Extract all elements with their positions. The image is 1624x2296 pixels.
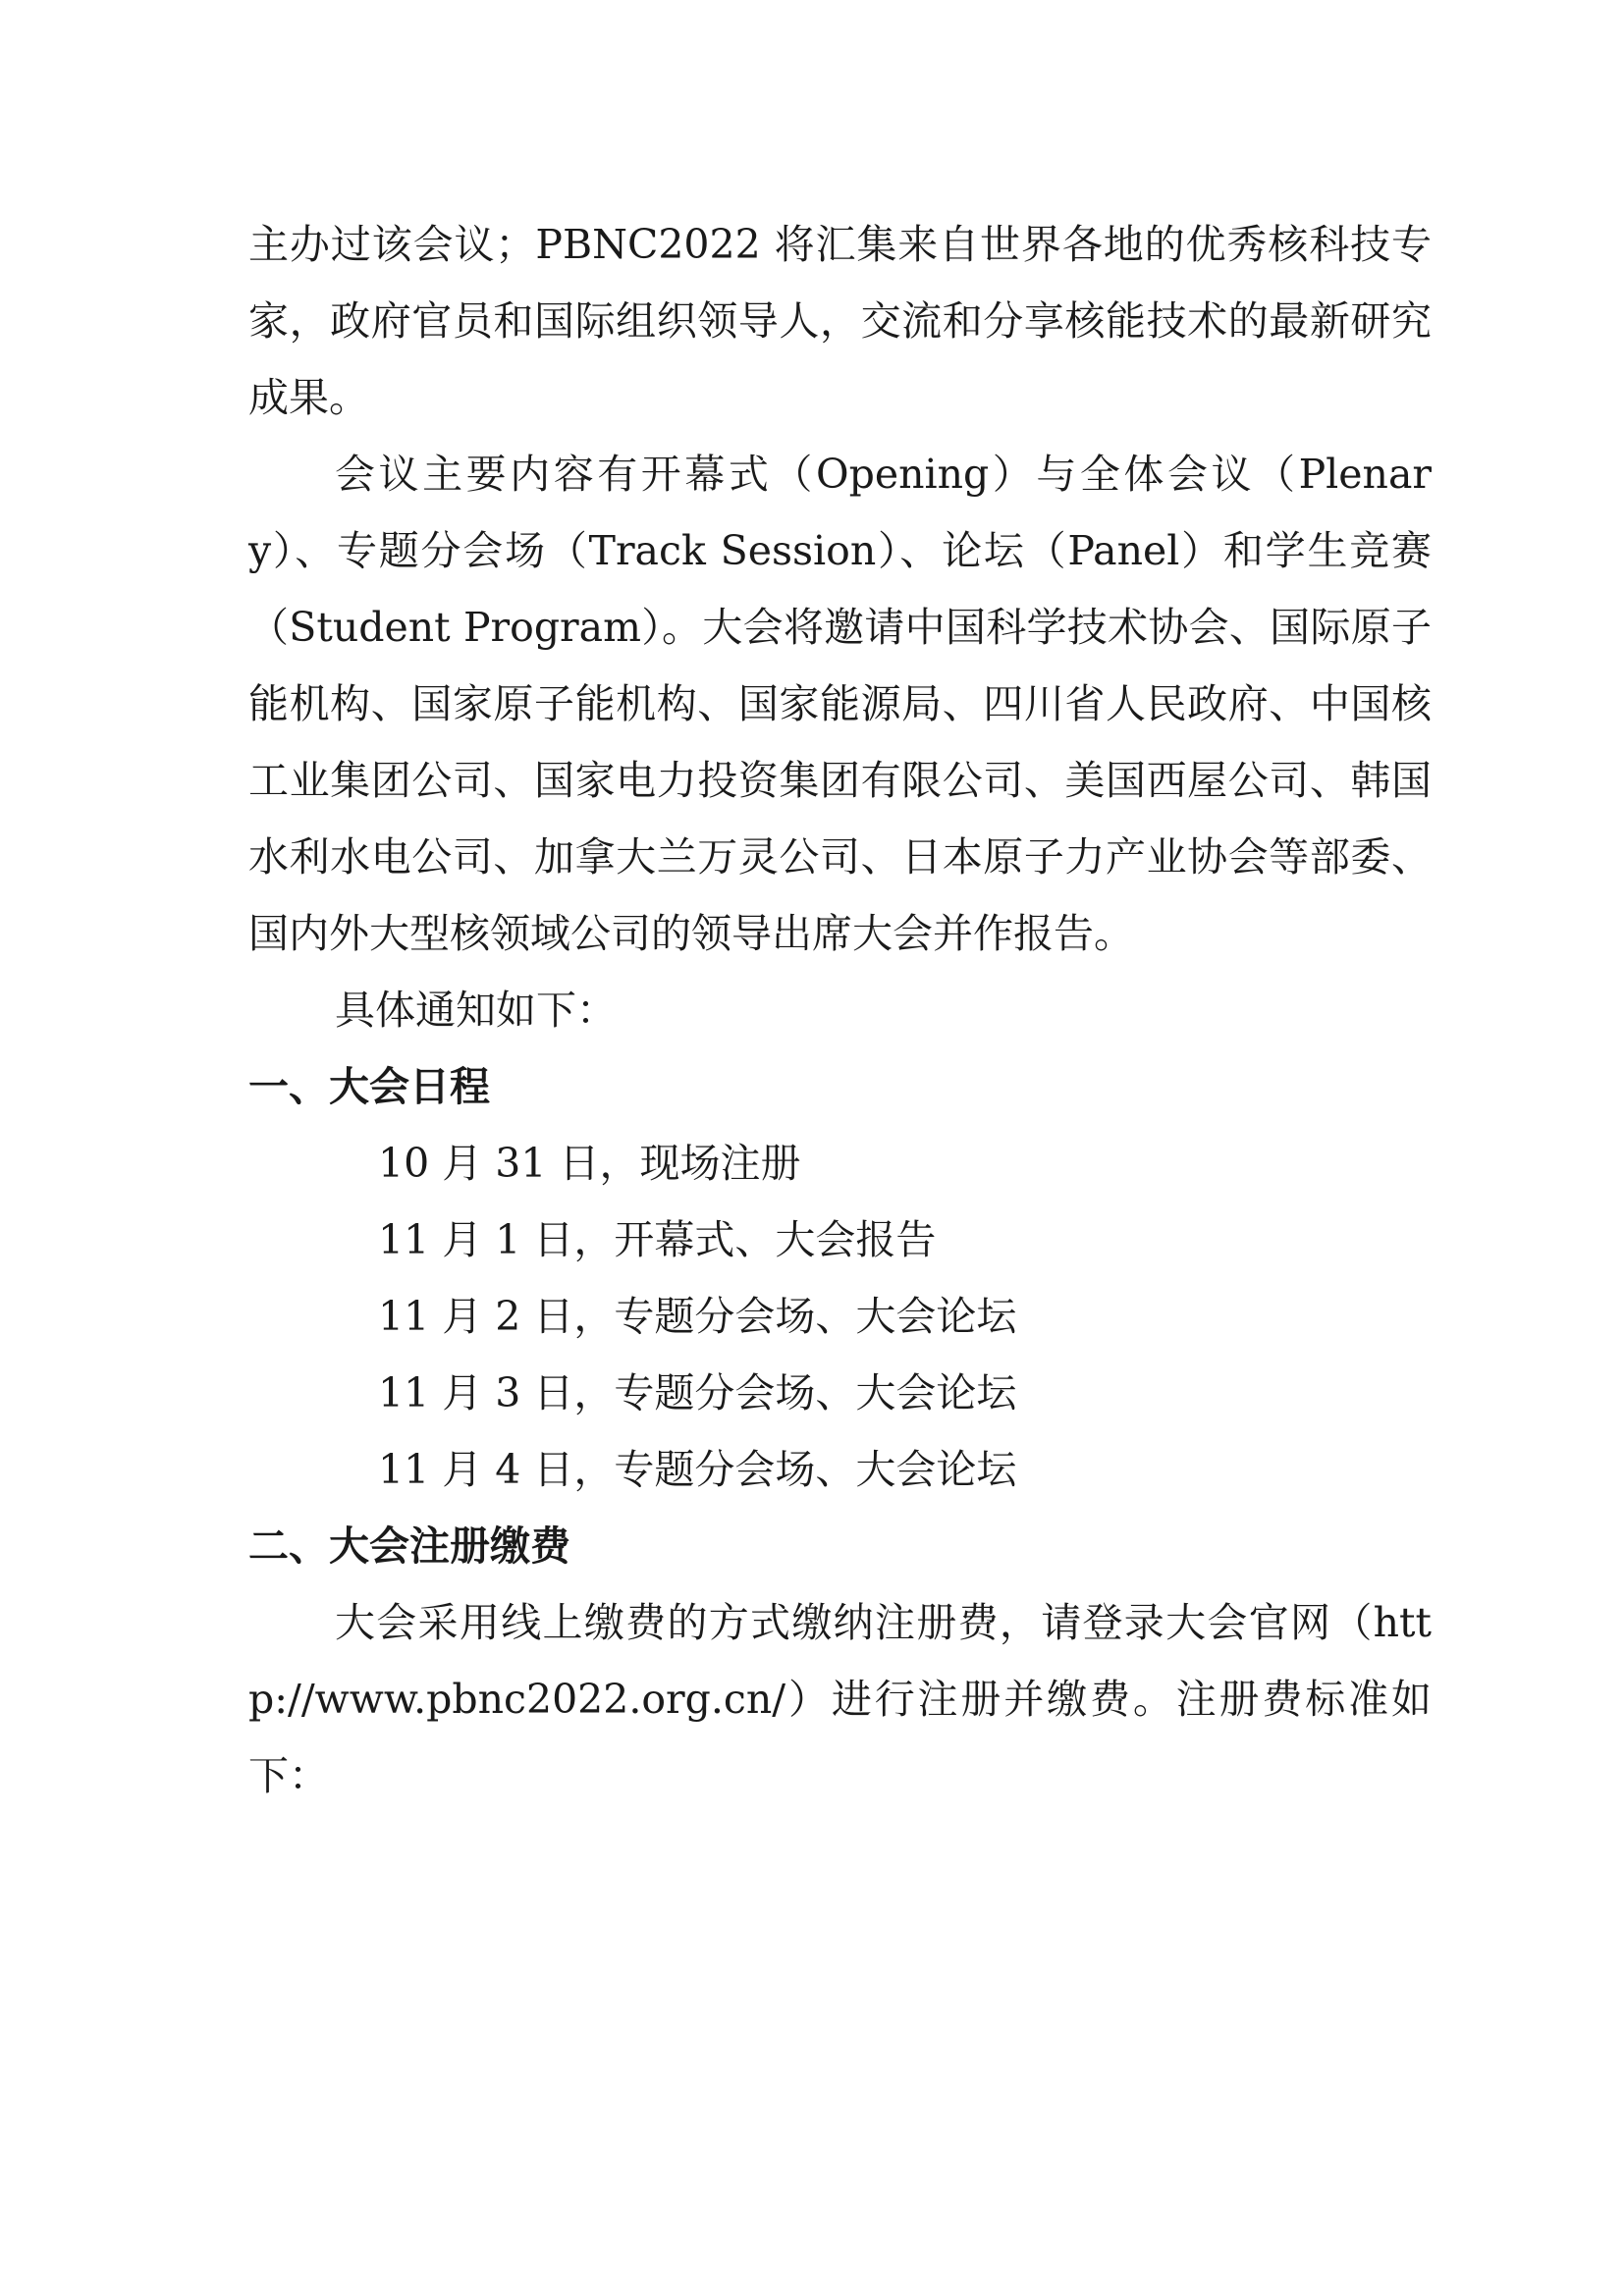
section-2-body: 大会采用线上缴费的方式缴纳注册费，请登录大会官网（http://www.pbnc2022.org.cn/）进行注册并缴费。注册费标准如下： bbox=[248, 1599, 1432, 1799]
intro-paragraph-3: 具体通知如下： bbox=[335, 987, 617, 1034]
section-1-heading: 一、大会日程 bbox=[248, 1063, 490, 1110]
section-2-heading: 二、大会注册缴费 bbox=[248, 1522, 570, 1570]
schedule-list bbox=[248, 1125, 1432, 1508]
intro-paragraph-2: 会议主要内容有开幕式（Opening）与全体会议（Plenary）、专题分会场（Track Session）、论坛（Panel）和学生竞赛（Student Program）。大会将邀请中国科学技术协会、国际原子能机构、国家原子能机构、国家能源局、四川省人民政府、中国核工业集团公司、国家电力投资集团有限公司、美国西屋公司、韩国水利水电公司、加拿大兰万灵公司、日本原子力产业协会等部委、国内外大型核领域公司的领导出席大会并作报告。 bbox=[248, 451, 1432, 957]
page-content bbox=[248, 206, 1432, 1814]
schedule-item: 11 月 1 日，开幕式、大会报告 bbox=[378, 1216, 937, 1263]
schedule-item: 11 月 4 日，专题分会场、大会论坛 bbox=[378, 1446, 1017, 1493]
schedule-item: 11 月 3 日，专题分会场、大会论坛 bbox=[378, 1369, 1017, 1416]
intro-paragraph-1: 主办过该会议；PBNC2022 将汇集来自世界各地的优秀核科技专家，政府官员和国际组织领导人，交流和分享核能技术的最新研究成果。 bbox=[248, 221, 1432, 421]
schedule-item: 11 月 2 日，专题分会场、大会论坛 bbox=[378, 1293, 1017, 1340]
schedule-item: 10 月 31 日，现场注册 bbox=[378, 1140, 801, 1187]
